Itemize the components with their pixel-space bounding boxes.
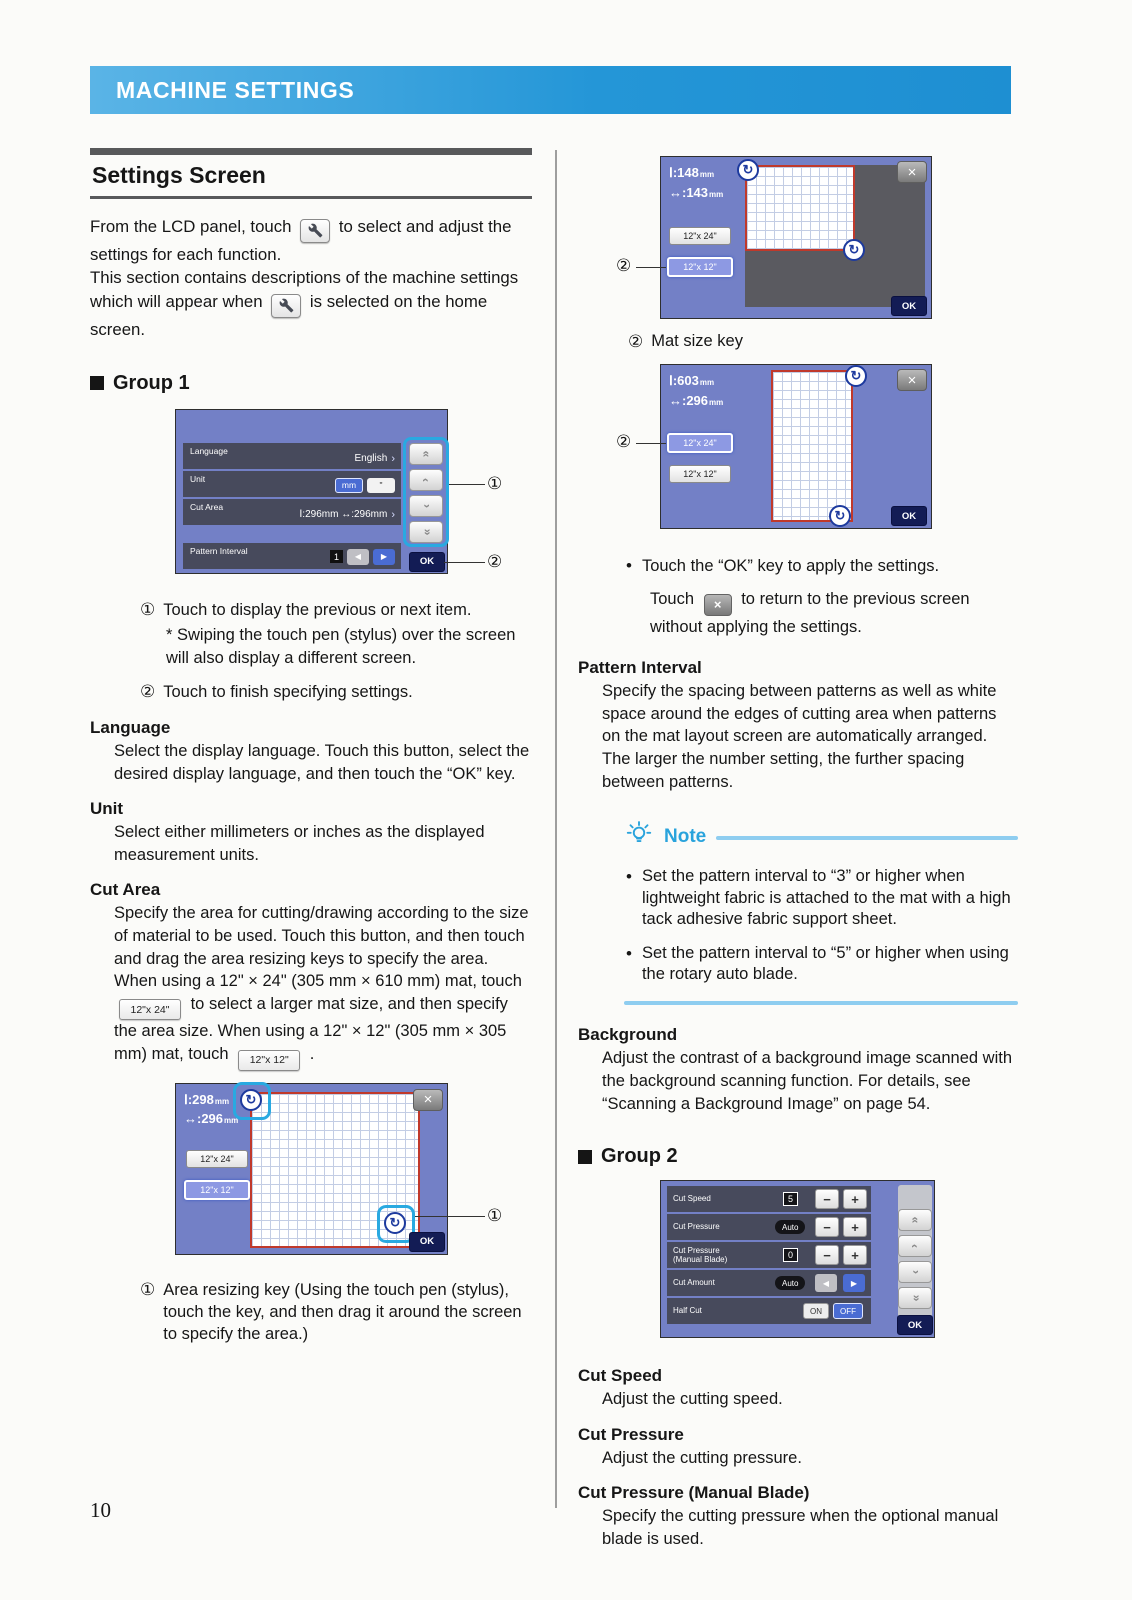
callout-highlight-box	[403, 437, 449, 547]
plus-key: +	[843, 1189, 867, 1209]
chevron-up-icon: ‹	[908, 1244, 922, 1249]
cut-speed-value: 5	[783, 1192, 798, 1206]
definition-title: Cut Pressure (Manual Blade)	[578, 1483, 810, 1503]
mat-size-12-key: 12"x 12"	[669, 465, 731, 483]
definition-title: Language	[90, 717, 171, 737]
mat-size-24-key: 12"x 24"	[667, 433, 733, 453]
width-value: ↔:296	[669, 392, 709, 408]
height-value: Ⅰ:298	[184, 1091, 214, 1107]
chevron-down-icon: ‹	[908, 1270, 922, 1275]
intro-paragraph-2	[90, 266, 532, 341]
plus-key: +	[843, 1217, 867, 1237]
row-label: Pattern Interval	[190, 545, 248, 556]
row-label: Cut Pressure (Manual Blade)	[673, 1246, 728, 1265]
lcd-settings-group2	[660, 1180, 935, 1338]
row-label: Cut Amount	[673, 1278, 715, 1288]
lcd-mat-148	[660, 156, 932, 319]
cut-pressure-definition	[578, 1425, 1018, 1470]
row-label: Cut Area	[190, 501, 224, 512]
note-title: Note	[664, 825, 707, 847]
intro-paragraphs	[90, 215, 532, 342]
ok-key: OK	[891, 506, 927, 526]
column-divider	[555, 150, 557, 1508]
cut-speed-row	[667, 1186, 871, 1212]
lcd-mat-603	[660, 364, 932, 529]
callout-number-2: ②	[616, 432, 632, 451]
settings-rows	[183, 443, 401, 527]
definition-body: Select the display language. Touch this button, select the desired display language, and then touch the “OK” key.	[114, 741, 530, 783]
note-rule-bottom	[624, 1001, 1018, 1005]
settings-rows	[667, 1186, 871, 1326]
callout-line	[636, 443, 666, 444]
cut-amount-row	[667, 1270, 871, 1296]
language-value: English	[354, 453, 388, 465]
note-item: • Set the pattern interval to “5” or higher when using the rotary auto blade.	[626, 943, 1018, 986]
note-box	[624, 819, 1018, 1005]
definition-title: Cut Pressure	[578, 1424, 684, 1444]
minus-key: −	[815, 1245, 839, 1265]
double-chevron-up-icon: «	[419, 450, 433, 457]
row-value	[299, 509, 395, 521]
close-key: ×	[413, 1089, 443, 1111]
mm-key: mm	[335, 478, 363, 493]
bullet-icon: •	[626, 867, 632, 887]
definition-body: Specify the cutting pressure when the optional manual blade is used.	[602, 1507, 999, 1548]
group1-title: Group 1	[113, 371, 190, 394]
callout-line	[636, 267, 666, 268]
callout1-text: ① Touch to display the previous or next item.	[140, 599, 532, 622]
double-chevron-down-icon: «	[419, 528, 433, 535]
area-resize-key-icon: ↻	[737, 159, 759, 181]
row-label: Cut Speed	[673, 1194, 711, 1204]
chapter-header-bar	[90, 66, 1011, 114]
bullet-icon: •	[626, 943, 632, 963]
mat-size-24-key-inline: 12"x 24"	[119, 999, 181, 1020]
cut-pressure-manual-definition	[578, 1483, 1018, 1550]
cut-area-measurements: Ⅰ:298 mm ↔:296 mm	[184, 1090, 238, 1129]
unit-row	[183, 471, 401, 497]
pattern-interval-definition	[578, 658, 1018, 793]
definition-body: Adjust the cutting speed.	[602, 1390, 783, 1409]
left-column	[90, 148, 532, 1345]
minus-key: −	[815, 1217, 839, 1237]
unit-definition	[90, 799, 532, 866]
scroll-down-key	[898, 1261, 932, 1283]
mat-size-24-key: 12"x 24"	[669, 227, 731, 245]
definition-title: Unit	[90, 799, 124, 819]
callout-number-1: ①	[487, 1205, 503, 1225]
cut-area-region	[745, 165, 855, 251]
row-label: Cut Pressure	[673, 1222, 720, 1232]
wrench-key-icon	[300, 219, 330, 243]
half-cut-row	[667, 1298, 871, 1324]
callout-number-1: ①	[487, 473, 503, 493]
definition-title: Pattern Interval	[578, 658, 702, 678]
cut-area-definition	[90, 880, 532, 1070]
cut-area-row	[183, 499, 401, 525]
ok-key: OK	[409, 552, 445, 572]
language-definition	[90, 718, 532, 785]
close-key: ×	[897, 161, 927, 183]
cut-pressure-manual-value: 0	[783, 1248, 798, 1262]
chevron-up-icon: ‹	[419, 477, 433, 482]
cut-amount-value: Auto	[775, 1276, 805, 1290]
double-chevron-up-icon: «	[908, 1216, 922, 1224]
mat-size-12-key: 12"x 12"	[184, 1180, 250, 1200]
row-label: Language	[190, 445, 228, 456]
close-return-note: Touch × to return to the previous screen without applying the settings.	[650, 589, 970, 637]
bullet-icon: •	[626, 556, 632, 575]
group2-screen-figure	[578, 1180, 1018, 1352]
width-value: ↔:296	[184, 1111, 224, 1127]
page-number: 10	[90, 1498, 111, 1522]
circled-2-icon: ②	[628, 332, 644, 351]
mat-size-12-key-inline: 12"x 12"	[238, 1050, 300, 1071]
intro-text: to select and adjust the settings for each function.	[90, 217, 512, 264]
next-key: ▶	[373, 549, 395, 565]
definition-title: Cut Speed	[578, 1366, 663, 1386]
section-heading	[90, 148, 532, 199]
cut-pressure-value: Auto	[775, 1220, 805, 1234]
mat-148-screen-figure	[578, 156, 1018, 326]
row-label: Half Cut	[673, 1306, 702, 1316]
area-resize-key-icon: ↻	[843, 239, 865, 261]
close-key: ×	[897, 369, 927, 391]
close-key-inline: ×	[704, 594, 732, 616]
height-value: Ⅰ:603	[669, 373, 699, 388]
lightbulb-icon	[624, 819, 654, 854]
wrench-key-icon	[271, 294, 301, 318]
mat-size-12-key: 12"x 12"	[667, 257, 733, 277]
scroll-keys	[898, 1209, 932, 1313]
scroll-up-key	[898, 1235, 932, 1257]
plus-key: +	[843, 1245, 867, 1265]
callout2-text: ② Touch to finish specifying settings.	[140, 681, 532, 704]
scroll-bottom-key	[898, 1287, 932, 1309]
resize-key-callout: ① Area resizing key (Using the touch pen (stylus), touch the key, and then drag it around the screen to specify the area.)	[140, 1279, 532, 1346]
previous-key: ◀	[815, 1274, 837, 1292]
square-bullet-icon	[578, 1150, 592, 1164]
definition-body: Specify the area for cutting/drawing according to the size of material to be used. Touch this button, and then touch and drag the area resizing keys to specify the area. When using a 12" × 24" (305 mm × 610 mm) mat, touch 12"x 24" to select a larger mat size, and then specify the area size. When using a 12" × 12" (305 mm × 305 mm) mat, touch 12"x 12" .	[114, 902, 532, 1070]
lcd-settings-group1	[175, 409, 448, 574]
square-bullet-icon	[90, 376, 104, 390]
intro-text: This section contains descriptions of the machine settings which will appear when	[90, 268, 519, 312]
pattern-interval-value: 1	[330, 550, 343, 563]
mat-grid	[771, 370, 853, 522]
cut-area-measurements: Ⅰ:603 mm ↔:296 mm	[669, 371, 723, 410]
callout-number-2: ②	[616, 256, 632, 275]
definition-body: Specify the spacing between patterns as well as white space around the edges of cutting area when patterns on the mat layout screen are automatically arranged. The larger the number setting, the further spacing between patterns.	[602, 682, 997, 791]
width-value: ↔:143	[669, 184, 709, 200]
callout-line	[415, 1216, 485, 1217]
note-header	[624, 819, 1018, 854]
definition-title: Cut Area	[90, 880, 161, 900]
group2-heading	[578, 1145, 1018, 1168]
callout-line	[449, 484, 485, 485]
callout1-note: * Swiping the touch pen (stylus) over the screen will also display a different screen.	[166, 626, 516, 667]
note-item: • Set the pattern interval to “3” or higher when lightweight fabric is attached to the mat with a high tack adhesive fabric support sheet.	[626, 866, 1018, 930]
circled-2-icon: ②	[140, 682, 156, 701]
section-rule-bottom	[90, 196, 532, 199]
intro-text: From the LCD panel, touch	[90, 217, 292, 236]
callout-line	[444, 562, 485, 563]
scroll-top-key	[898, 1209, 932, 1231]
ok-key: OK	[891, 296, 927, 316]
half-cut-on-key: ON	[803, 1303, 829, 1319]
mat-603-screen-figure	[578, 364, 1018, 539]
intro-paragraph-1	[90, 215, 532, 266]
ok-apply-bullet: • Touch the “OK” key to apply the settings.	[626, 555, 1018, 578]
group1-heading	[90, 372, 532, 395]
mat-size-key-caption: ② Mat size key	[628, 332, 743, 351]
cut-pressure-row	[667, 1214, 871, 1240]
cut-pressure-manual-row	[667, 1242, 871, 1268]
intro-text: is selected on the home screen.	[90, 292, 488, 339]
definition-body: Adjust the cutting pressure.	[602, 1448, 802, 1467]
ok-key: OK	[409, 1232, 445, 1252]
cut-area-measurements: Ⅰ:148 mm ↔:143 mm	[669, 163, 723, 202]
ok-key: OK	[897, 1315, 933, 1335]
lcd-mat-12x12	[175, 1083, 448, 1255]
group2-title: Group 2	[601, 1145, 678, 1168]
chevron-down-icon: ‹	[419, 503, 433, 508]
row-value	[330, 549, 395, 565]
previous-key: ◀	[347, 549, 369, 565]
cut-speed-definition	[578, 1366, 1018, 1411]
circled-1-icon: ①	[140, 599, 156, 619]
double-chevron-down-icon: «	[908, 1294, 922, 1302]
chevron-right-icon: ›	[391, 452, 395, 465]
definition-body: Select either millimeters or inches as the displayed measurement units.	[114, 823, 485, 864]
half-cut-off-key: OFF	[833, 1303, 863, 1319]
row-value	[355, 453, 395, 465]
area-resize-key-icon: ↻	[384, 1212, 406, 1234]
language-row	[183, 443, 401, 469]
row-label: Unit	[190, 473, 206, 484]
area-resize-key-icon: ↻	[829, 505, 851, 527]
definition-body: Adjust the contrast of a background image scanned with the background scanning function. For details, see “Scanning a Background Image” on page 54.	[602, 1049, 1012, 1113]
chapter-title: MACHINE SETTINGS	[116, 76, 355, 103]
mat-12x12-screen-figure	[90, 1083, 532, 1267]
right-column	[578, 148, 1018, 1551]
area-resize-key-icon: ↻	[240, 1089, 262, 1111]
chevron-right-icon: ›	[391, 508, 395, 521]
callout-number-2: ②	[487, 551, 503, 571]
minus-key: −	[815, 1189, 839, 1209]
area-resize-key-icon: ↻	[845, 365, 867, 387]
section-rule-top	[90, 148, 532, 155]
mat-size-24-key: 12"x 24"	[186, 1150, 248, 1168]
inch-key: "	[367, 478, 395, 493]
height-value: Ⅰ:148	[669, 165, 699, 180]
row-value	[335, 478, 395, 493]
note-rule	[716, 836, 1018, 840]
background-definition	[578, 1025, 1018, 1115]
group1-screen-figure	[90, 409, 532, 587]
circled-1-icon: ①	[140, 1279, 156, 1299]
cut-area-value: Ⅰ:296mm ↔:296mm	[299, 509, 388, 521]
section-title: Settings Screen	[92, 162, 266, 188]
next-key: ▶	[843, 1274, 865, 1292]
definition-title: Background	[578, 1025, 678, 1045]
pattern-interval-row	[183, 543, 401, 569]
